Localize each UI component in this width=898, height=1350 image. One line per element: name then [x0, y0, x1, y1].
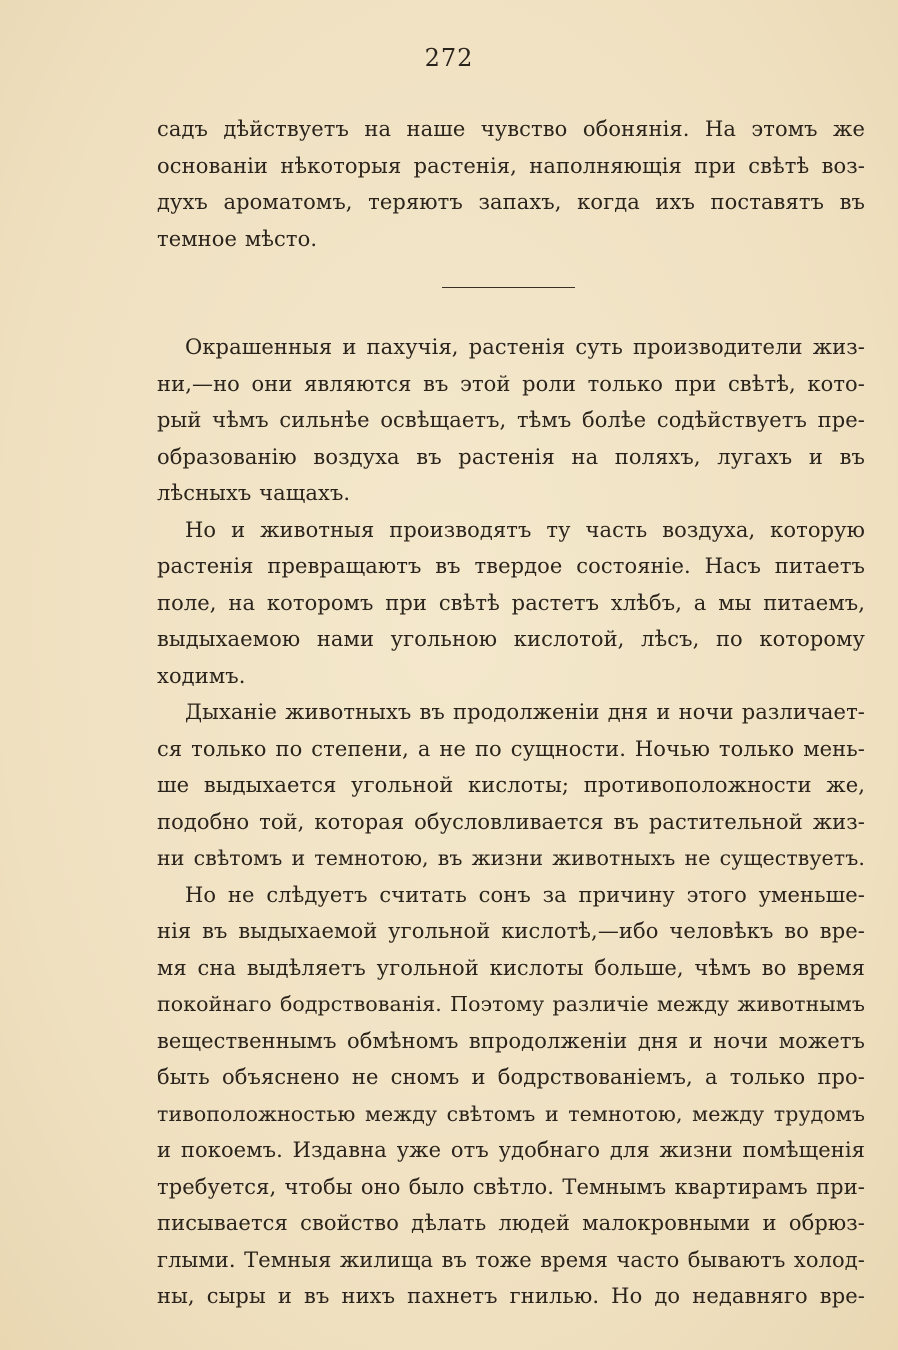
text-line: Но не слѣдуетъ считать сонъ за причину этого уменьше-: [185, 882, 865, 907]
section-1-text: [157, 111, 865, 257]
text-line: поле, на которомъ при свѣтѣ растетъ хлѣбъ, а мы питаемъ,: [157, 590, 865, 615]
text-line: выдыхаемою нами угольною кислотой, лѣсъ, по которому: [157, 627, 865, 651]
text-line: образованію воздуха въ растенія на поляхъ, лугахъ и въ: [157, 444, 865, 469]
text-line: ся только по степени, а не по сущности. Ночью только мень-: [157, 736, 865, 761]
text-line: темное мѣсто.: [157, 226, 318, 251]
text-line: Окрашенныя и пахучія, растенія суть производители жиз-: [185, 335, 865, 359]
text-line: нія въ выдыхаемой угольной кислотѣ,—ибо человѣкъ во вре-: [157, 919, 865, 943]
text-line: духъ ароматомъ, теряютъ запахъ, когда ихъ поставятъ въ: [157, 190, 865, 214]
page-number: 272: [424, 44, 474, 72]
text-line: быть объяснено не сномъ и бодрствованіемъ, а только про-: [157, 1065, 865, 1089]
text-line: подобно той, которая обусловливается въ растительной жиз-: [157, 809, 865, 834]
text-line: тивоположностью между свѣтомъ и темнотою, между трудомъ: [157, 1101, 865, 1126]
text-line: ше выдыхается угольной кислоты; противоположности же,: [157, 773, 865, 797]
text-line: ни свѣтомъ и темнотою, въ жизни животныхъ не существуетъ.: [157, 846, 865, 870]
section-divider: [442, 287, 575, 288]
text-line: ходимъ.: [157, 663, 246, 688]
text-line: основаніи нѣкоторыя растенія, наполняющія при свѣтѣ воз-: [157, 153, 865, 178]
text-line: лѣсныхъ чащахъ.: [157, 481, 351, 505]
section-2-text: [157, 329, 865, 1315]
text-line: и покоемъ. Издавна уже отъ удобнаго для жизни помѣщенія: [157, 1138, 865, 1162]
text-line: растенія превращаютъ въ твердое состояніе. Насъ питаетъ: [157, 554, 865, 578]
text-line: писывается свойство дѣлать людей малокровными и обрюз-: [157, 1211, 865, 1235]
text-line: глыми. Темныя жилища въ тоже время часто бываютъ холод-: [157, 1247, 865, 1272]
text-line: рый чѣмъ сильнѣе освѣщаетъ, тѣмъ болѣе содѣйствуетъ пре-: [157, 408, 865, 432]
text-line: Но и животныя производятъ ту часть воздуха, которую: [185, 517, 865, 542]
text-line: Дыханіе животныхъ въ продолженіи дня и ночи различает-: [185, 700, 865, 724]
text-line: ни,—но они являются въ этой роли только при свѣтѣ, кото-: [157, 371, 865, 396]
text-line: мя сна выдѣляетъ угольной кислоты больше, чѣмъ во время: [157, 955, 865, 980]
text-line: требуется, чтобы оно было свѣтло. Темнымъ квартирамъ при-: [157, 1174, 865, 1199]
text-line: садъ дѣйствуетъ на наше чувство обонянія. На этомъ же: [157, 117, 865, 141]
text-line: покойнаго бодрствованія. Поэтому различіе между животнымъ: [157, 992, 865, 1016]
text-line: ны, сыры и въ нихъ пахнетъ гнилью. Но до недавняго вре-: [157, 1284, 865, 1308]
text-line: вещественнымъ обмѣномъ впродолженіи дня и ночи можетъ: [157, 1028, 865, 1053]
